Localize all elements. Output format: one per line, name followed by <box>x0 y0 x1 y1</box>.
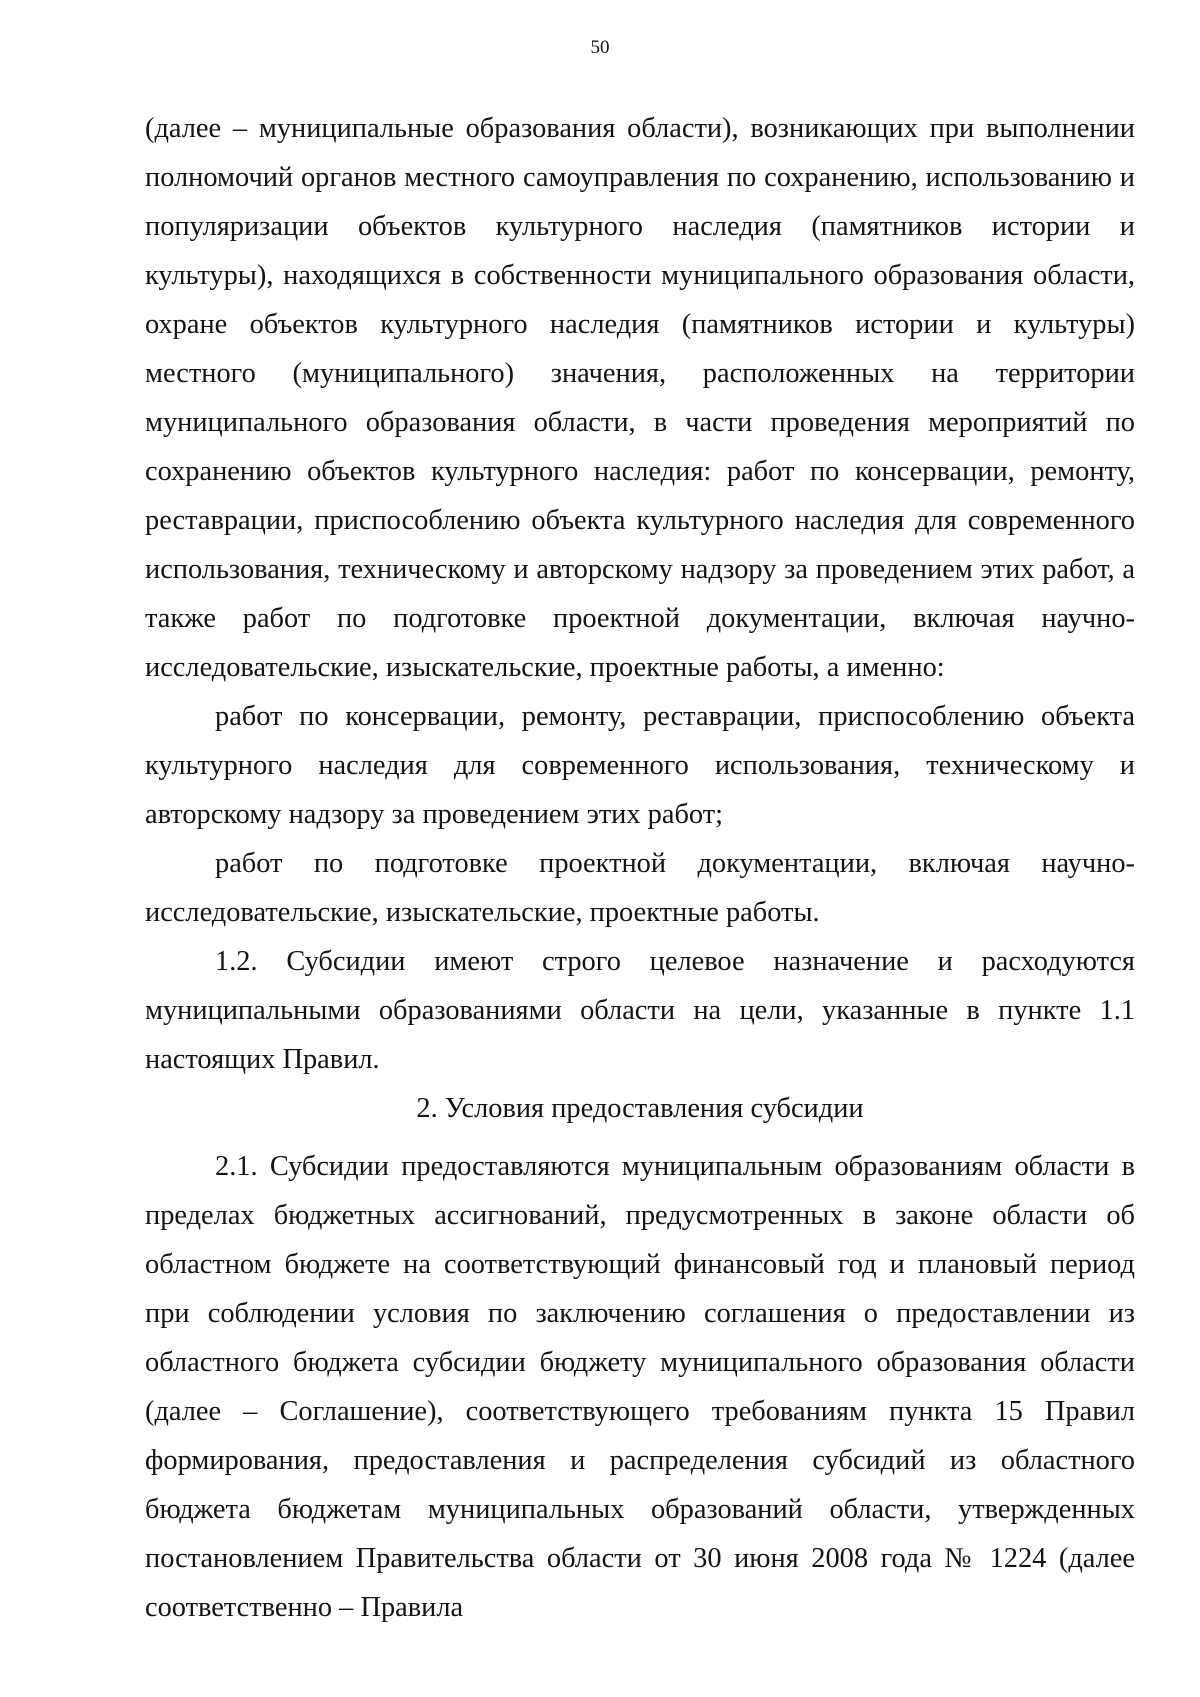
paragraph-design-works: работ по подготовке проектной документации, включая научно-исследовательские, изыскательские, проектные работы. <box>145 848 1135 928</box>
section-heading: 2. Условия предоставления субсидии <box>416 1093 864 1124</box>
page-number: 50 <box>590 37 610 58</box>
paragraph-2-1: 2.1. Субсидии предоставляются муниципальным образованиям области в пределах бюджетных ассигнований, предусмотренных в законе области об областном бюджете на соответствующий финансовый год и плановый период при соблюдении условия по заключению соглашения о предоставлении из областного бюджета субсидии бюджету муниципального образования области (далее – Соглашение), соответствующего требованиям пункта 15 Правил формирования, предоставления и распределения субсидий из областного бюджета бюджетам муниципальных образований области, утвержденных постановлением Правительства области от 30 июня 2008 года № 1224 (далее соответственно – Правила <box>145 1151 1135 1623</box>
paragraph-continuation: (далее – муниципальные образования области), возникающих при выполнении полномочий органов местного самоуправления по сохранению, использованию и популяризации объектов культурного наследия (памятников истории и культуры), находящихся в собственности муниципального образования области, охране объектов культурного наследия (памятников истории и культуры) местного (муниципального) значения, расположенных на территории муниципального образования области, в части проведения мероприятий по сохранению объектов культурного наследия: работ по консервации, ремонту, реставрации, приспособлению объекта культурного наследия для современного использования, техническому и авторскому надзору за проведением этих работ, а также работ по подготовке проектной документации, включая научно-исследовательские, изыскательские, проектные работы, а именно: <box>145 113 1135 683</box>
paragraph-1-2: 1.2. Субсидии имеют строго целевое назначение и расходуются муниципальными образованиями области на цели, указанные в пункте 1.1 настоящих Правил. <box>145 946 1135 1075</box>
paragraph-conservation-works: работ по консервации, ремонту, реставрации, приспособлению объекта культурного наследия для современного использования, техническому и авторскому надзору за проведением этих работ; <box>145 701 1135 830</box>
document-body <box>145 104 1135 1632</box>
